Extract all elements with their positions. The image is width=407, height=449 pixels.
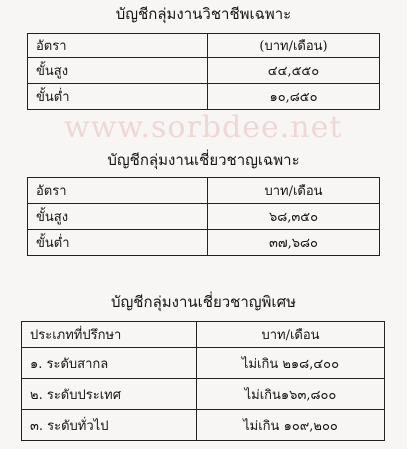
row-value: ไม่เกิน ๑๐๙,๒๐๐	[197, 410, 385, 441]
table-header-row	[28, 34, 380, 58]
table-row	[28, 58, 380, 84]
table-header-row	[28, 178, 380, 204]
section-title-professional: บัญชีกลุ่มงานวิชาชีพเฉพาะ	[115, 5, 292, 23]
row-value: ไม่เกิน ๒๑๘,๔๐๐	[197, 348, 385, 379]
row-value: ๑๐,๘๕๐	[208, 84, 380, 110]
section-title-special-expert: บัญชีกลุ่มงานเชี่ยวชาญพิเศษ	[111, 293, 296, 311]
row-label: ขั้นต่ำ	[28, 84, 208, 110]
row-value: ไม่เกิน๑๖๓,๘๐๐	[197, 379, 385, 410]
header-cell: บาท/เดือน	[208, 178, 380, 204]
row-label: ขั้นสูง	[28, 58, 208, 84]
header-cell: อัตรา	[28, 34, 208, 58]
section-title-expert: บัญชีกลุ่มงานเชี่ยวชาญเฉพาะ	[107, 151, 300, 169]
watermark: www.sorbdee.net	[64, 110, 343, 145]
expert-rate-table	[27, 177, 380, 256]
table-row	[22, 379, 385, 410]
header-cell: ประเภทที่ปรึกษา	[22, 322, 197, 348]
special-expert-rate-table	[21, 321, 385, 441]
row-label: ขั้นต่ำ	[28, 230, 208, 256]
professional-rate-table	[27, 33, 380, 110]
row-label: ๑. ระดับสากล	[22, 348, 197, 379]
header-cell: บาท/เดือน	[197, 322, 385, 348]
table-row	[22, 348, 385, 379]
header-cell: อัตรา	[28, 178, 208, 204]
header-cell: (บาท/เดือน)	[208, 34, 380, 58]
row-label: ๓. ระดับทั่วไป	[22, 410, 197, 441]
table-row	[22, 410, 385, 441]
row-value: ๔๔,๕๕๐	[208, 58, 380, 84]
row-label: ๒. ระดับประเทศ	[22, 379, 197, 410]
row-value: ๖๘,๓๕๐	[208, 204, 380, 230]
table-header-row	[22, 322, 385, 348]
row-value: ๓๗,๖๘๐	[208, 230, 380, 256]
row-label: ขั้นสูง	[28, 204, 208, 230]
table-row	[28, 84, 380, 110]
table-row	[28, 204, 380, 230]
table-row	[28, 230, 380, 256]
